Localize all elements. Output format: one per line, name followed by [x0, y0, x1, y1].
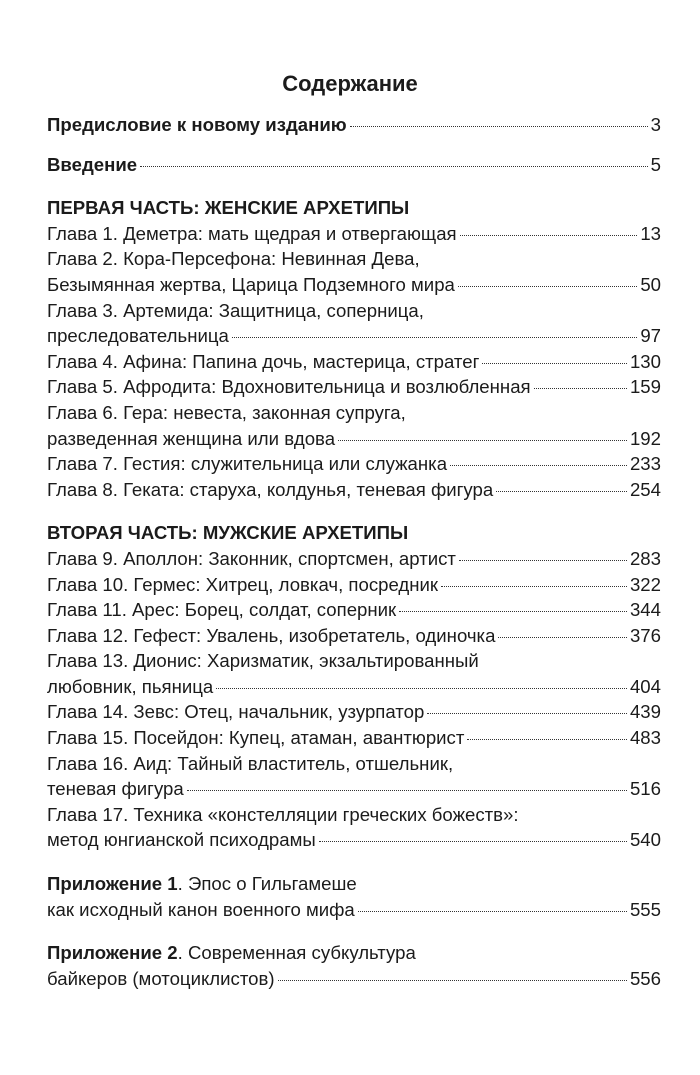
page-number: 130: [629, 350, 661, 372]
entry-line: [47, 152, 661, 178]
entry-line: Глава 13. Дионис: Харизматик, экзальтированный: [47, 650, 479, 672]
toc-entry-appendix[interactable]: [47, 871, 661, 922]
toc-entry-front[interactable]: [47, 112, 661, 138]
page-title: Содержание: [282, 71, 418, 96]
entry-line: [47, 597, 661, 623]
entry-title: Глава 5. Афродита: Вдохновительница и возлюбленная: [47, 376, 531, 398]
toc-entry-chapter[interactable]: [47, 597, 661, 623]
dot-leader: [534, 388, 627, 389]
dot-leader: [187, 790, 627, 791]
entry-title: Глава 1. Деметра: мать щедрая и отвергающая: [47, 222, 457, 244]
entry-line: [47, 374, 661, 400]
toc-entry-chapter[interactable]: [47, 546, 661, 572]
dot-leader: [232, 337, 637, 338]
toc-entry-chapter[interactable]: [47, 451, 661, 477]
dot-leader: [216, 688, 627, 689]
page-number: 516: [629, 778, 661, 800]
entry-line: Глава 17. Техника «констелляции греческих божеств»:: [47, 803, 519, 825]
entry-line: [47, 349, 661, 375]
table-of-contents: [47, 112, 661, 991]
entry-line: [47, 897, 661, 923]
page-number: 483: [629, 727, 661, 749]
toc-entry-chapter[interactable]: [47, 477, 661, 503]
toc-entry-chapter[interactable]: [47, 751, 661, 802]
appendix-label: Приложение 2: [47, 942, 178, 964]
entry-title: Глава 12. Гефест: Увалень, изобретатель, одиночка: [47, 624, 496, 646]
page-number: 233: [629, 453, 661, 475]
page-number: 13: [640, 222, 661, 244]
dot-leader: [140, 166, 648, 167]
page-number: 3: [650, 114, 661, 135]
toc-entry-chapter[interactable]: [47, 246, 661, 297]
part-heading: ВТОРАЯ ЧАСТЬ: МУЖСКИЕ АРХЕТИПЫ: [47, 522, 409, 544]
entry-title: Глава 7. Гестия: служительница или служанка: [47, 453, 448, 475]
toc-entry-chapter[interactable]: [47, 400, 661, 451]
toc-entry-chapter[interactable]: [47, 699, 661, 725]
page-number: 50: [640, 273, 661, 295]
entry-title: Глава 14. Зевс: Отец, начальник, узурпатор: [47, 701, 425, 723]
toc-entry-front[interactable]: [47, 152, 661, 178]
entry-line: [47, 940, 661, 966]
entry-title: Предисловие к новому изданию: [47, 114, 347, 135]
entry-title: разведенная женщина или вдова: [47, 427, 336, 449]
entry-line: Глава 2. Кора-Персефона: Невинная Дева,: [47, 248, 420, 270]
page-number: 254: [629, 478, 661, 500]
dot-leader: [496, 491, 627, 492]
dot-leader: [278, 980, 627, 981]
page-number: 555: [629, 898, 661, 920]
entry-line: [47, 546, 661, 572]
dot-leader: [358, 911, 627, 912]
entry-title: Глава 11. Арес: Борец, солдат, соперник: [47, 599, 397, 621]
page-number: 344: [629, 599, 661, 621]
entry-line: [47, 623, 661, 649]
dot-leader: [427, 713, 627, 714]
page-number: 322: [629, 573, 661, 595]
toc-entry-chapter[interactable]: [47, 221, 661, 247]
page-number: 439: [629, 701, 661, 723]
dot-leader: [498, 637, 627, 638]
page-number: 97: [640, 325, 661, 347]
dot-leader: [459, 560, 627, 561]
entry-title: преследовательница: [47, 325, 229, 347]
entry-line: [47, 827, 661, 853]
dot-leader: [350, 126, 648, 127]
page-number: 404: [629, 675, 661, 697]
dot-leader: [319, 841, 627, 842]
entry-line: Глава 6. Гера: невеста, законная супруга,: [47, 401, 406, 423]
entry-line: [47, 426, 661, 452]
entry-title: Глава 8. Геката: старуха, колдунья, теневая фигура: [47, 478, 494, 500]
entry-line: [47, 572, 661, 598]
entry-title: Глава 10. Гермес: Хитрец, ловкач, посредник: [47, 573, 439, 595]
entry-line: [47, 451, 661, 477]
entry-line: [47, 674, 661, 700]
dot-leader: [441, 586, 627, 587]
page-number: 376: [629, 624, 661, 646]
dot-leader: [399, 611, 627, 612]
entry-line: [47, 966, 661, 992]
page-number: 159: [629, 376, 661, 398]
toc-entry-chapter[interactable]: [47, 298, 661, 349]
toc-entry-chapter[interactable]: [47, 802, 661, 853]
entry-line: [47, 221, 661, 247]
toc-entry-chapter[interactable]: [47, 374, 661, 400]
entry-title: . Эпос о Гильгамеше: [177, 873, 357, 895]
entry-line: Глава 3. Артемида: Защитница, соперница,: [47, 299, 424, 321]
entry-title: Безымянная жертва, Царица Подземного мира: [47, 273, 455, 295]
entry-title: Глава 9. Аполлон: Законник, спортсмен, артист: [47, 547, 456, 569]
entry-title: Введение: [47, 153, 138, 175]
entry-line: [47, 699, 661, 725]
entry-title: Глава 4. Афина: Папина дочь, мастерица, стратег: [47, 350, 480, 372]
entry-title: любовник, пьяница: [47, 675, 214, 697]
entry-line: [47, 871, 661, 897]
page-number: 540: [629, 829, 661, 851]
entry-line: Глава 16. Аид: Тайный властитель, отшельник,: [47, 752, 454, 774]
toc-entry-chapter[interactable]: [47, 349, 661, 375]
entry-title: метод юнгианской психодрамы: [47, 829, 316, 851]
dot-leader: [450, 465, 627, 466]
page-number: 556: [629, 967, 661, 989]
entry-title: байкеров (мотоциклистов): [47, 967, 275, 989]
dot-leader: [460, 235, 638, 236]
entry-line: [47, 776, 661, 802]
entry-title: теневая фигура: [47, 778, 184, 800]
entry-line: [47, 477, 661, 503]
toc-entry-chapter[interactable]: [47, 572, 661, 598]
entry-title: Глава 15. Посейдон: Купец, атаман, авантюрист: [47, 727, 465, 749]
entry-line: [47, 112, 661, 138]
page-number: 283: [629, 547, 661, 569]
page-number: 5: [650, 153, 661, 175]
entry-line: [47, 272, 661, 298]
dot-leader: [482, 363, 627, 364]
dot-leader: [338, 440, 627, 441]
part-heading: ПЕРВАЯ ЧАСТЬ: ЖЕНСКИЕ АРХЕТИПЫ: [47, 197, 410, 219]
toc-entry-chapter[interactable]: [47, 623, 661, 649]
toc-entry-chapter[interactable]: [47, 648, 661, 699]
entry-title: . Современная субкультура: [177, 942, 416, 964]
toc-entry-appendix[interactable]: [47, 940, 661, 991]
toc-entry-chapter[interactable]: [47, 725, 661, 751]
entry-title: как исходный канон военного мифа: [47, 898, 355, 920]
dot-leader: [467, 739, 627, 740]
entry-line: [47, 725, 661, 751]
appendix-label: Приложение 1: [47, 873, 178, 895]
page-number: 192: [629, 427, 661, 449]
entry-line: [47, 323, 661, 349]
dot-leader: [458, 286, 637, 287]
